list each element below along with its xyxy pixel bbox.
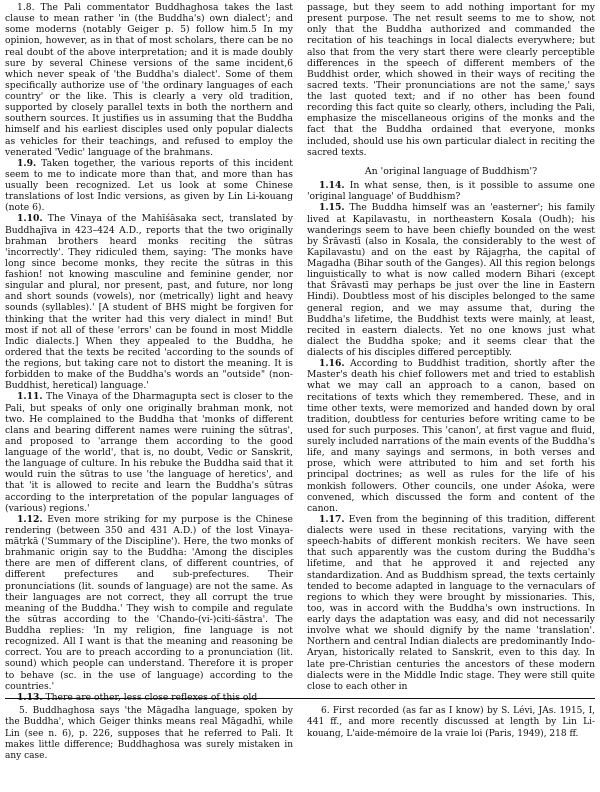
footnote-5 — [5, 706, 293, 762]
paragraph-1-14 — [307, 180, 595, 202]
paragraph-1-10 — [5, 213, 293, 391]
right-column — [307, 2, 595, 692]
paragraph-text: The Vinaya of the Mahīśāsaka sect, translated by Buddhajīva in 423–424 A.D., reports that the two originally brahman brothers heard monks reciting the sūtras 'incorrectly'. They ridiculed them, saying: 'The monks have long since become monks, they recite the sūtras in this fashion! not knowing masculine and feminine gender, nor singular and plural, nor present, past, and future, nor long and short sounds (vowels), nor (metrically) light and heavy sounds (syllables).' [A student of BHS might be forgiven for thinking that the writer had this very dialect in mind! But most if not all of these 'errors' can be found in most Middle Indic dialects.] When they appealed to the Buddha, he ordered that the texts be recited 'according to the sounds of the regions, but taking care not to distort the meaning. It is forbidden to make of the Buddha's words an "outside" (non-Buddhist, heretical) language.' — [5, 213, 293, 392]
paragraph-number: 1.11. — [17, 391, 43, 403]
paragraph-text: The Buddha himself was an 'easterner'; his family lived at Kapilavastu, in northeastern Kosala (Oudh); his wanderings seem to have been chiefly bounded on the west by Śrāvastī (also in Kosala, the considerably to the west of Kapilavastu) and on the east by Rājagṛha, the capital of Magadha (Bihar south of the Ganges). All this region belongs linguistically to what is now called modern Bihari (except that Śrāvastī may perhaps be just over the line in Eastern Hindi). Doubtless most of his disciples belonged to the same general region, and we may assume that, during the Buddha's lifetime, the Buddhist texts were mainly, at least, recited in eastern dialects. Yet no one knows just what dialect the Buddha spoke; and it seems clear that the dialects of his disciples differed perceptibly. — [307, 202, 595, 358]
paragraph-number: 1.10. — [17, 213, 43, 225]
paragraph-number: 1.16. — [319, 358, 345, 370]
paragraph-1-8 — [5, 2, 293, 158]
paragraph-text: There are other, less close reflexes of this old — [45, 691, 258, 703]
paragraph-text: 1.8. The Pali commentator Buddhaghosa takes the last clause to mean rather 'in (the Buddha's) own dialect'; and some moderns (notably Geiger p. 5) follow him.5 In my opinion, however, as in that of most scholars, there can be no real doubt of the above interpretation; and it is made doubly sure by several Chinese versions of the same incident,6 which never speak of 'the Buddha's dialect'. Some of them specifically authorize use of 'the ordinary languages of each country' or the like. This is clearly a very old tradition, supported by closely parallel texts in both the northern and southern sources. It justifies us in assuming that the Buddha himself and his earliest disciples used only popular dialects as vehicles for their teachings, and refused to employ the venerated 'Vedic' language of the brahmans. — [5, 2, 293, 158]
paragraph-continuation: passage, but they seem to add nothing important for my present purpose. The net result seems to me to show, not only that the Buddha authorized and commanded the recitation of his teachings in local dialects everywhere; but also that from the very start there were clearly perceptible differences in the speech of different members of the Buddhist order, which showed in their ways of reciting the sacred texts. 'Their pronunciations are not the same,' says the last quoted text; and if no other has been found recording this fact quite so clearly, others, including the Pali, emphasize the miscellaneous origins of the monks and the fact that the Buddha ordained that everyone, monks included, should use his own particular dialect in reciting the sacred texts. — [307, 2, 595, 158]
paragraph-1-15 — [307, 202, 595, 358]
paragraph-number: 1.15. — [319, 202, 345, 214]
paragraph-number: 1.14. — [319, 180, 345, 192]
paragraph-text: Taken together, the various reports of this incident seem to me to indicate more than that, and more than has usually been recognized. Let us look at some Chinese translations of lost Indic versions, as given by Lin Li-kouang (note 6). — [5, 157, 293, 214]
footnote-text: 5. Buddhaghosa says 'the Māgadha language, spoken by the Buddha', which Geiger thinks means real Māgadhī, while Lin (see n. 6), p. 226, supposes that he referred to Pali. It makes little difference; Buddhaghosa was surely mistaken in any case. — [5, 706, 293, 761]
paragraph-text: Even from the beginning of this tradition, different dialects were used in these recitations, varying with the speech-habits of different monkish reciters. We have seen that such apparently was the custom during the Buddha's lifetime, and that he approved it and rejected any standardization. And as Buddhism spread, the texts certainly tended to become adapted in language to the vernaculars of regions to which they were brought by missionaries. This, too, was in accord with the Buddha's own instructions. In early days the adaptation was easy, and did not necessarily involve what we should dignify by the name 'translation'. Northern and central Indian dialects are predominantly Indo-Aryan, historically related to Sanskrit, even to this day. In late pre-Christian centuries the ancestors of these modern dialects were in the Middle Indic stage. They were still quite close to each other in — [307, 513, 595, 692]
paragraph-1-11 — [5, 391, 293, 513]
paragraph-number: 1.12. — [17, 513, 43, 525]
section-heading: An 'original language of Buddhism'? — [364, 165, 538, 177]
paragraph-1-16 — [307, 358, 595, 514]
paragraph-text: According to Buddhist tradition, shortly after the Master's death his chief followers met and tried to establish what we may call an approach to a canon, based on recitations of texts which they remembered. These, and in time other texts, were memorized and handed down by oral tradition, doubtless for centuries before writing came to be used for such purposes. This 'canon', at first vague and fluid, surely included narrations of the main events of the Buddha's life, and many sayings and sermons, in both verses and prose, which were attributed to him and set forth his principal doctrines; as well as rules for the life of his monkish followers. Other councils, one under Aśoka, were convened, which discussed the form and content of the canon. — [307, 358, 596, 514]
paragraph-text: Even more striking for my purpose is the Chinese rendering (between 350 and 431 A.D.) of the lost Vinaya-mātṛkā ('Summary of the Discipline'). Here, the two monks of brahmanic origin say to the Buddha: 'Among the disciples there are men of different clans, of different countries, of different prefectures and sub-prefectures. Their pronunciations (lit. sounds of language) are not the same. As their languages are not correct, they all corrupt the true meaning of the Buddha.' They wish to compile and regulate the sūtras according to the 'Chando-(vi-)citi-śāstra'. The Buddha replies: 'In my religion, fine language is not recognized. All I want is that the meaning and reasoning be correct. You are to preach according to a pronunciation (lit. sound) which people can understand. Therefore it is proper to behave (sc. in the use of language) according to the countries.' — [5, 513, 293, 692]
paragraph-1-17 — [307, 514, 595, 692]
paragraph-number: 1.13. — [17, 691, 43, 703]
footnote-text: 6. First recorded (as far as I know) by S. Lévi, JAs. 1915, I, 441 ff., and more recently discussed at length by Lin Li-kouang, L'aide-mémoire de la vraie loi (Paris, 1949), 218 ff. — [307, 706, 595, 739]
left-column — [5, 2, 293, 703]
footnote-divider — [5, 698, 595, 699]
paragraph-1-9 — [5, 158, 293, 214]
footnote-6 — [307, 706, 595, 740]
paragraph-text: In what sense, then, is it possible to assume one 'original language' of Buddhism? — [307, 180, 595, 203]
paragraph-1-12 — [5, 514, 293, 692]
paragraph-number: 1.17. — [319, 513, 345, 525]
paragraph-text: The Vinaya of the Dharmagupta sect is closer to the Pali, but speaks of only one originally brahman monk, not two. He complained to the Buddha that 'monks of different clans and bearing different names were ruining the sūtras', and proposed to 'arrange them according to the good language of the world', that is, no doubt, Vedic or Sanskrit, the language of culture. In his rebuke the Buddha said that it would ruin the sūtras to use 'the language of heretics', and that 'it is allowed to recite and learn the Buddha's sūtras according to the interpretation of the popular languages of (various) regions.' — [5, 391, 294, 514]
paragraph-number: 1.9. — [17, 157, 37, 169]
